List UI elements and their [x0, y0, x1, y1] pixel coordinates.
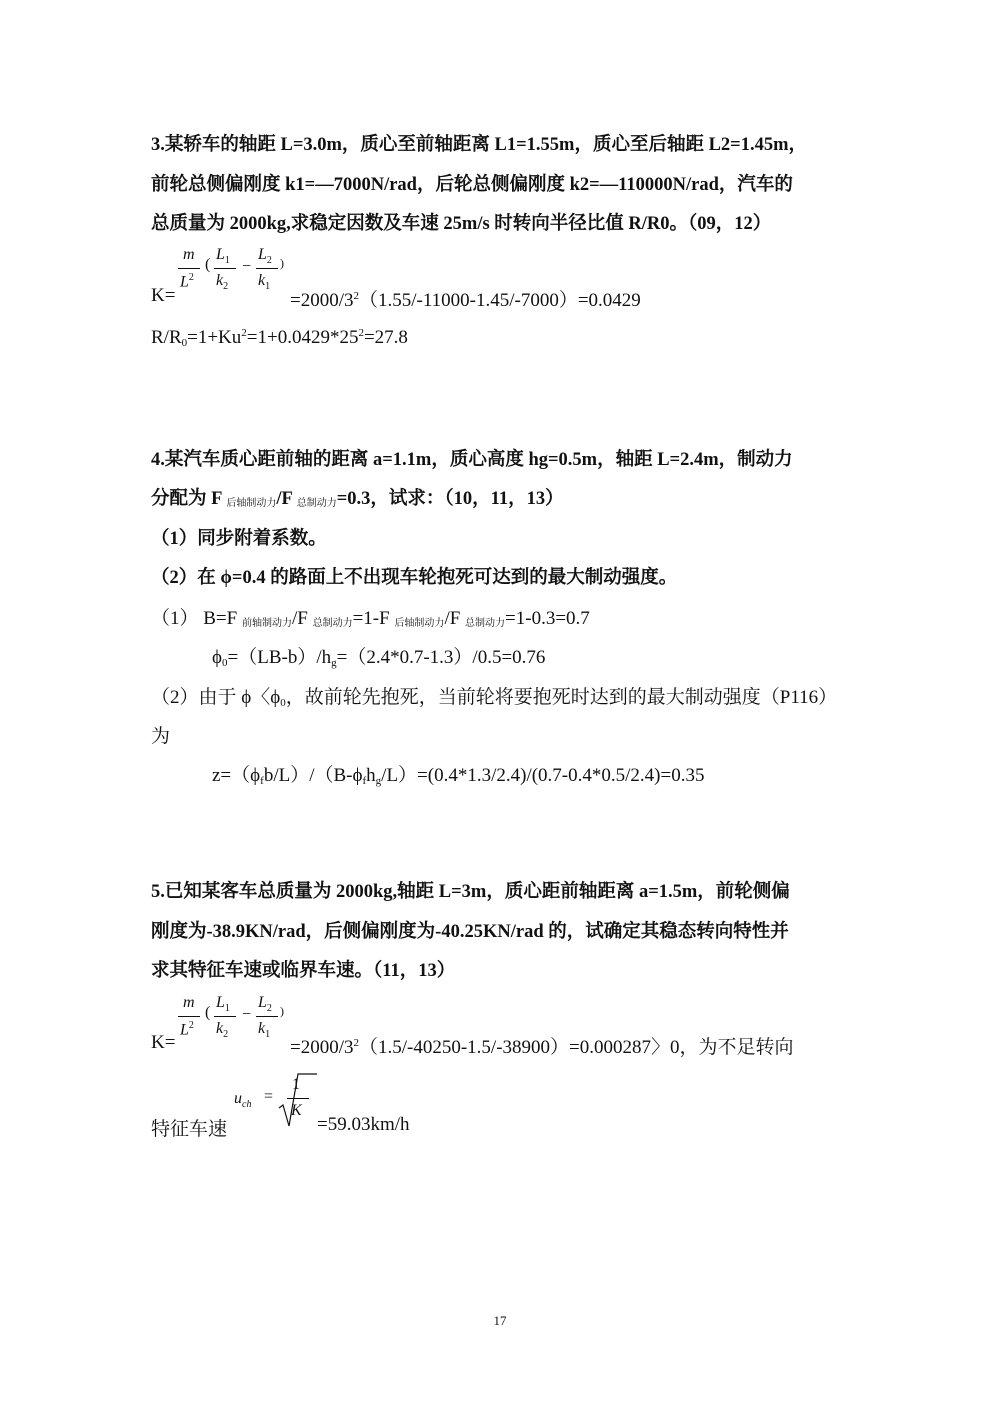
ratio-sup2: 2	[358, 327, 364, 339]
a1-s4: 总制动力	[465, 618, 506, 629]
formula-paren-open: (	[205, 256, 211, 273]
problem4-z-formula	[212, 760, 704, 787]
a1-d: /F	[444, 608, 466, 629]
p4-line2-small2: 总制动力	[296, 498, 337, 509]
formula-m: m	[183, 246, 195, 263]
k-expr-sup: 2	[353, 290, 359, 302]
fraction-bar	[214, 268, 236, 269]
formula-k1-sub: 1	[265, 281, 271, 293]
z-c: h	[366, 765, 376, 786]
problem3-line2: 前轮总侧偏刚度 k1=—7000N/rad，后轮总侧偏刚度 k2=—110000N/rad，汽车的	[151, 175, 793, 195]
formula-paren-open: (	[205, 1004, 211, 1021]
problem5-line1: 5.已知某客车总质量为 2000kg,轴距 L=3m，质心距前轴距离 a=1.5m，前轮侧偏	[151, 882, 790, 902]
formula-L2: L	[258, 246, 267, 263]
speed-value: =59.03km/h	[317, 1114, 410, 1135]
a1b-b: =（LΒ-b）/h	[227, 647, 332, 668]
p4-line2-b: /F	[276, 489, 297, 509]
formula-k2: k	[216, 272, 224, 289]
ratio-sup1: 2	[241, 327, 247, 339]
a1-s2: 总制动力	[312, 618, 353, 629]
formula-L1: L	[216, 994, 225, 1011]
z-d: /L）=(0.4*1.3/2.4)/(0.7-0.4*0.5/2.4)=0.35	[381, 765, 705, 786]
formula-L1-sub: 1	[224, 1003, 230, 1015]
z-sub3: g	[375, 775, 382, 787]
stability-factor-formula	[172, 246, 292, 302]
problem4-answer2	[151, 682, 837, 709]
a1-e: =1-0.3=0.7	[505, 608, 590, 629]
a1-c: =1-F	[352, 608, 395, 629]
ratio-a: R/R	[151, 327, 182, 348]
formula-minus: −	[242, 1006, 252, 1023]
k-expr-sup: 2	[353, 1037, 359, 1049]
formula-k2: k	[216, 1020, 224, 1037]
a1-a: （1） Β=F	[151, 608, 242, 629]
formula-m: m	[183, 994, 195, 1011]
k-prefix: K=	[151, 1032, 176, 1053]
fraction-bar	[256, 1016, 278, 1017]
formula-L-sup: 2	[188, 1020, 194, 1031]
problem4-question1: （1）同步附着系数。	[151, 529, 327, 549]
p4-line2-a: 分配为 F	[151, 489, 227, 509]
formula-L2-sub: 2	[266, 255, 272, 267]
a1b-a: ϕ	[212, 647, 223, 668]
speed-label: 特征车速	[151, 1119, 228, 1140]
a1b-sub2: g	[331, 657, 337, 669]
formula-L: L	[180, 273, 189, 291]
ratio-sub: 0	[181, 337, 188, 349]
problem4-line1: 4.某汽车质心距前轴的距离 a=1.1m，质心高度 hg=0.5m，轴距 L=2.4m，制动力	[151, 450, 793, 470]
problem3-line3: 总质量为 2000kg,求稳定因数及车速 25m/s 时转向半径比值 R/R0。（09，12）	[151, 214, 772, 234]
formula-k1: k	[258, 1020, 266, 1037]
stability-factor-formula-2	[172, 994, 292, 1050]
uch: u	[234, 1090, 242, 1107]
formula-k1-sub: 1	[265, 1029, 271, 1041]
fraction-bar	[178, 268, 200, 269]
problem4-answer1	[151, 603, 590, 630]
formula-k2-sub: 2	[223, 281, 229, 293]
a1b-c: =（2.4*0.7-1.3）/0.5=0.76	[336, 647, 546, 668]
formula-k1: k	[258, 272, 266, 289]
problem3-line1: 3.某轿车的轴距 L=3.0m，质心至前轴距离 L1=1.55m，质心至后轴距 L2=1.45m，	[151, 135, 808, 155]
formula-L2-sub: 2	[266, 1003, 272, 1015]
problem4-answer1-phi0	[212, 642, 545, 669]
formula-L1-sub: 1	[224, 255, 230, 267]
k-expr-b: （1.5/-40250-1.5/-38900）=0.000287〉0，为不足转向	[359, 1037, 794, 1058]
formula-minus: −	[242, 258, 252, 275]
formula-L: L	[180, 1021, 189, 1039]
uch-sub: ch	[242, 1099, 252, 1111]
problem5-speed-line	[151, 1114, 410, 1141]
problem4-question2: （2）在 ϕ=0.4 的路面上不出现车轮抱死可达到的最大制动强度。	[151, 568, 678, 588]
z-sub2: f	[362, 775, 367, 787]
k-prefix: K=	[151, 285, 176, 306]
fraction-bar	[256, 268, 278, 269]
formula-L-sup: 2	[188, 272, 194, 283]
ratio-d: =27.8	[363, 327, 408, 348]
z-a: z=（ϕ	[212, 765, 261, 786]
sqrt-denominator: K	[291, 1102, 302, 1119]
a1b-sub: 0	[222, 657, 228, 669]
z-sub1: f	[260, 775, 264, 787]
problem5-line2: 刚度为-38.9KN/rad，后侧偏刚度为-40.25KN/rad 的，试确定其稳态转向特性并	[151, 922, 789, 942]
page-number: 17	[493, 1313, 507, 1328]
a2-sub: 0	[280, 697, 286, 709]
z-b: b/L）/（Β-ϕ	[263, 765, 363, 786]
sqrt-numerator: 1	[292, 1076, 300, 1093]
problem5-k-line	[151, 1032, 794, 1058]
fraction-bar	[214, 1016, 236, 1017]
k-expr-a: =2000/3	[290, 290, 354, 311]
k-expr-b: （1.55/-11000-1.45/-7000）=0.0429	[359, 290, 641, 311]
ratio-c: =1+0.0429*25	[246, 327, 359, 348]
problem3-ratio-line	[151, 327, 408, 349]
problem4-answer2-line2: 为	[151, 726, 171, 747]
fraction-bar	[178, 1016, 200, 1017]
a1-s1: 前轴制动力	[241, 618, 292, 629]
ratio-b: =1+Ku	[187, 327, 242, 348]
uch-eq: =	[264, 1088, 274, 1105]
formula-L1: L	[216, 246, 225, 263]
formula-paren-close: )	[280, 1004, 284, 1018]
a2-line1b: ，故前轮先抱死，当前轮将要抱死时达到的最大制动强度（P116）	[285, 687, 838, 708]
problem5-line3: 求其特征车速或临界车速。（11，13）	[151, 961, 456, 981]
formula-L2: L	[258, 994, 267, 1011]
problem4-line2	[151, 484, 564, 510]
a1-s3: 后轴制动力	[394, 618, 445, 629]
p4-line2-small1: 后轴制动力	[226, 498, 277, 509]
characteristic-speed-formula	[234, 1072, 324, 1132]
a2-line1: （2）由于 ϕ〈ϕ	[151, 687, 281, 708]
p4-line2-c: =0.3，试求：（10，11，13）	[336, 489, 564, 509]
k-expression	[290, 285, 641, 312]
k-expr-a: =2000/3	[290, 1037, 354, 1058]
formula-paren-close: )	[280, 256, 284, 270]
fraction-bar	[287, 1098, 309, 1099]
formula-k2-sub: 2	[223, 1029, 229, 1041]
a1-b: /F	[291, 608, 313, 629]
problem3-k-line	[151, 285, 641, 311]
k-expression	[290, 1032, 794, 1059]
